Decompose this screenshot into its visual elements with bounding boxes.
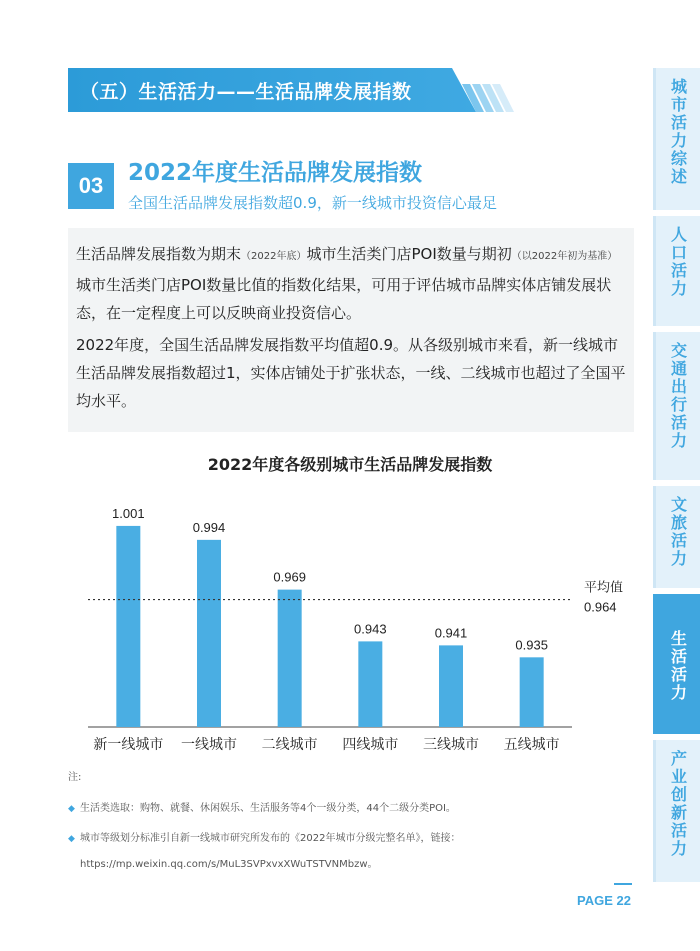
side-tab-life[interactable] [653,594,700,734]
side-tab-population[interactable] [653,216,700,326]
section-title: （五）生活活力——生活品牌发展指数 [80,81,412,103]
bar [278,590,302,727]
category-label: 四线城市 [342,737,399,753]
intro-note: （2022年底） [241,251,307,262]
bar-chart [0,470,700,760]
bullet-icon: ◆ [68,834,75,844]
intro-paragraph-1 [76,240,626,327]
side-tab-overview[interactable] [653,68,700,210]
side-tab-culture-tourism[interactable] [653,486,700,588]
note-item [68,796,638,822]
side-tab-transport[interactable] [653,332,700,480]
side-tab-label: 产业创新活力 [668,750,688,858]
side-tab-label: 生活活力 [668,630,688,702]
note-text: 生活类选取：购物、就餐、休闲娱乐、生活服务等4个一级分类，44个二级分类POI。 [80,803,456,814]
bar [197,540,221,727]
intro-note: （以2022年初为基准） [511,251,618,262]
side-tab-label: 交通出行活力 [668,342,688,450]
intro-paragraph-2: 2022年度，全国生活品牌发展指数平均值超0.9。从各级别城市来看，新一线城市生活品牌发展指数超过1，实体店铺处于扩张状态，一线、二线城市也超过了全国平均水平。 [76,336,626,410]
category-label: 三线城市 [423,737,479,753]
notes-label: 注: [68,772,82,783]
data-label: 0.943 [354,621,387,637]
page-number: PAGE 22 [577,893,631,908]
intro-box [68,228,634,432]
intro-text: 城市生活类门店POI数量比值的指数化结果，可用于评估城市品牌实体店铺发展状态，在一定程度上可以反映商业投资信心。 [76,276,612,322]
subsection-subtitle: 全国生活品牌发展指数超0.9，新一线城市投资信心最足 [128,194,497,212]
notes [68,768,638,878]
average-label: 平均值 [584,580,624,596]
section-banner [68,68,516,112]
bar [116,526,140,727]
side-tab-label: 文旅活力 [668,496,688,568]
category-label: 新一线城市 [93,737,164,753]
data-label: 0.941 [434,625,468,641]
category-label: 五线城市 [503,737,560,753]
side-tab-industry-innovation[interactable] [653,740,700,882]
subsection-title: 2022年度生活品牌发展指数 [128,160,423,186]
intro-text: 生活品牌发展指数为期末 [76,245,242,263]
side-tab-label: 城市活力综述 [668,78,688,186]
subsection-number: 03 [68,163,114,209]
note-item [68,826,638,878]
intro-text: 城市生活类门店POI数量与期初 [306,245,512,263]
bar [358,641,382,727]
bar [439,645,463,727]
chart-title: 2022年度各级别城市生活品牌发展指数 [207,455,493,474]
bullet-icon: ◆ [68,804,75,814]
side-tab-label: 人口活力 [668,226,688,298]
note-text: 城市等级划分标准引自新一线城市研究所发布的《2022年城市分级完整名单》，链接：https://mp.weixin.qq.com/s/MuL3SVPxvxXWuTSTVNMbzw。 [80,833,461,870]
data-label: 0.935 [515,637,548,653]
page-divider [614,883,632,885]
average-value: 0.964 [584,599,617,615]
data-label: 1.001 [112,505,145,521]
data-label: 0.969 [273,569,306,585]
bar [520,657,544,727]
data-label: 0.994 [192,519,226,535]
category-label: 二线城市 [261,737,318,753]
category-label: 一线城市 [181,737,237,753]
